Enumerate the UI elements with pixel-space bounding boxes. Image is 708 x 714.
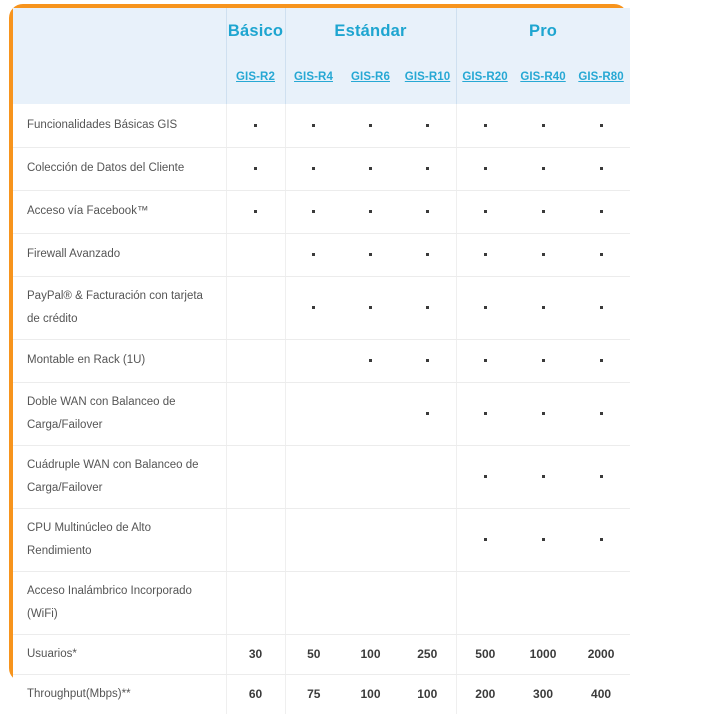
model-header-gis-r80 [572,54,630,98]
bullet-dot-icon [484,210,487,213]
model-header-gis-r6 [342,54,399,98]
feature-included-cell [226,104,285,147]
model-header-row [13,54,630,98]
bullet-dot-icon [312,210,315,213]
bullet-dot-icon [426,210,429,213]
bullet-dot-icon [542,124,545,127]
bullet-dot-icon [484,412,487,415]
bullet-dot-icon [254,124,257,127]
bullet-dot-icon [312,124,315,127]
value-text: 100 [360,647,381,661]
bullet-dot-icon [484,124,487,127]
feature-included-cell [514,508,572,571]
feature-included-cell [399,382,456,445]
feature-included-cell [285,104,342,147]
value-cell [456,634,514,674]
bullet-dot-icon [484,359,487,362]
feature-excluded-cell [285,382,342,445]
tier-label-estandar: Estándar [334,21,407,40]
value-cell [226,634,285,674]
feature-included-cell [342,276,399,339]
feature-label: Doble WAN con Balanceo de Carga/Failover [13,382,226,445]
comparison-table-card [9,4,628,702]
model-link-gis-r6[interactable]: GIS-R6 [351,71,390,83]
value-cell [572,634,630,674]
bullet-dot-icon [426,124,429,127]
feature-excluded-cell [514,571,572,634]
model-header-gis-r40 [514,54,572,98]
bullet-dot-icon [600,167,603,170]
tier-header-blank [13,8,226,54]
feature-included-cell [285,190,342,233]
feature-included-cell [572,276,630,339]
bullet-dot-icon [312,253,315,256]
feature-included-cell [342,147,399,190]
bullet-dot-icon [600,538,603,541]
bullet-dot-icon [426,167,429,170]
feature-excluded-cell [399,508,456,571]
bullet-dot-icon [426,253,429,256]
feature-excluded-cell [342,382,399,445]
feature-included-cell [399,104,456,147]
table-row [13,233,630,276]
bullet-dot-icon [426,412,429,415]
feature-label: Colección de Datos del Cliente [13,147,226,190]
feature-label: CPU Multinúcleo de Alto Rendimiento [13,508,226,571]
feature-included-cell [572,445,630,508]
feature-excluded-cell [285,339,342,382]
feature-included-cell [399,190,456,233]
feature-excluded-cell [399,445,456,508]
bullet-dot-icon [484,253,487,256]
value-text: 50 [307,647,321,661]
bullet-dot-icon [484,306,487,309]
feature-excluded-cell [226,571,285,634]
value-cell [572,674,630,714]
feature-included-cell [399,339,456,382]
table-row [13,104,630,147]
value-text: 100 [360,687,381,702]
feature-excluded-cell [226,233,285,276]
value-text: 60 [248,687,263,702]
feature-excluded-cell [572,571,630,634]
feature-excluded-cell [285,571,342,634]
feature-included-cell [514,382,572,445]
feature-excluded-cell [226,382,285,445]
tier-label-pro: Pro [528,21,558,40]
feature-included-cell [572,147,630,190]
model-link-gis-r40[interactable]: GIS-R40 [520,71,566,83]
feature-included-cell [572,382,630,445]
feature-included-cell [456,104,514,147]
bullet-dot-icon [600,210,603,213]
bullet-dot-icon [600,359,603,362]
model-link-gis-r80[interactable]: GIS-R80 [578,71,624,83]
bullet-dot-icon [600,306,603,309]
feature-label: Acceso vía Facebook™ [13,190,226,233]
feature-label: Funcionalidades Básicas GIS [13,104,226,147]
bullet-dot-icon [542,253,545,256]
feature-included-cell [514,190,572,233]
feature-included-cell [226,190,285,233]
bullet-dot-icon [369,306,372,309]
feature-included-cell [456,147,514,190]
bullet-dot-icon [369,124,372,127]
value-text: 250 [417,647,438,661]
feature-included-cell [226,147,285,190]
feature-excluded-cell [456,571,514,634]
feature-label: Usuarios* [13,634,226,674]
value-text: 75 [307,687,321,702]
bullet-dot-icon [542,475,545,478]
feature-included-cell [342,233,399,276]
value-cell [399,634,456,674]
feature-included-cell [514,147,572,190]
table-header [13,8,630,104]
bullet-dot-icon [542,167,545,170]
table-body [13,104,630,714]
bullet-dot-icon [600,253,603,256]
bullet-dot-icon [600,124,603,127]
table-row [13,571,630,634]
value-cell [285,634,342,674]
bullet-dot-icon [542,538,545,541]
feature-excluded-cell [285,508,342,571]
bullet-dot-icon [369,253,372,256]
feature-included-cell [456,339,514,382]
feature-label: PayPal® & Facturación con tarjeta de crédito [13,276,226,339]
bullet-dot-icon [542,306,545,309]
bullet-dot-icon [254,167,257,170]
feature-included-cell [456,382,514,445]
model-header-gis-r20 [456,54,514,98]
model-header-gis-r4 [285,54,342,98]
value-cell [342,634,399,674]
table-row [13,634,630,674]
feature-included-cell [572,339,630,382]
feature-included-cell [399,276,456,339]
table-row [13,190,630,233]
tier-header-pro [456,8,630,54]
model-link-gis-r10[interactable]: GIS-R10 [404,71,451,83]
table-row [13,508,630,571]
table-row [13,445,630,508]
bullet-dot-icon [312,306,315,309]
value-text: 300 [533,687,554,702]
feature-included-cell [399,147,456,190]
feature-included-cell [514,104,572,147]
tier-header-row [13,8,630,54]
feature-included-cell [342,190,399,233]
model-header-gis-r10 [399,54,456,98]
feature-included-cell [456,276,514,339]
feature-label: Throughput(Mbps)** [13,674,226,714]
feature-included-cell [572,104,630,147]
value-cell [399,674,456,714]
value-cell [456,674,514,714]
feature-included-cell [456,233,514,276]
feature-included-cell [285,233,342,276]
bullet-dot-icon [600,475,603,478]
feature-excluded-cell [226,445,285,508]
value-text: 30 [248,647,263,661]
feature-included-cell [342,339,399,382]
value-text: 1000 [529,647,557,661]
tier-header-estandar [285,8,456,54]
feature-excluded-cell [342,445,399,508]
bullet-dot-icon [369,167,372,170]
table-row [13,339,630,382]
value-text: 200 [475,687,496,702]
feature-label: Firewall Avanzado [13,233,226,276]
table-row [13,382,630,445]
feature-included-cell [285,276,342,339]
feature-label: Acceso Inalámbrico Incorporado (WiFi) [13,571,226,634]
bullet-dot-icon [426,359,429,362]
feature-included-cell [514,276,572,339]
feature-excluded-cell [399,571,456,634]
feature-included-cell [456,445,514,508]
bullet-dot-icon [369,210,372,213]
bullet-dot-icon [542,412,545,415]
bullet-dot-icon [484,475,487,478]
feature-included-cell [285,147,342,190]
table-row [13,674,630,714]
feature-included-cell [572,190,630,233]
model-link-gis-r2[interactable]: GIS-R2 [236,71,275,83]
product-comparison-table [13,8,630,714]
feature-included-cell [456,190,514,233]
value-text: 100 [417,687,438,702]
feature-excluded-cell [226,339,285,382]
bullet-dot-icon [542,210,545,213]
feature-included-cell [456,508,514,571]
value-cell [285,674,342,714]
feature-included-cell [572,233,630,276]
value-text: 500 [475,647,496,661]
feature-included-cell [572,508,630,571]
feature-included-cell [399,233,456,276]
feature-included-cell [514,445,572,508]
feature-label: Cuádruple WAN con Balanceo de Carga/Failover [13,445,226,508]
value-cell [514,674,572,714]
table-row [13,276,630,339]
bullet-dot-icon [484,167,487,170]
table-row [13,147,630,190]
bullet-dot-icon [426,306,429,309]
model-header-blank [13,54,226,98]
feature-included-cell [342,104,399,147]
value-cell [342,674,399,714]
bullet-dot-icon [484,538,487,541]
feature-label: Montable en Rack (1U) [13,339,226,382]
value-text: 2000 [587,647,615,661]
feature-excluded-cell [226,276,285,339]
tier-header-basico [226,8,285,54]
model-link-gis-r20[interactable]: GIS-R20 [462,71,508,83]
feature-excluded-cell [226,508,285,571]
bullet-dot-icon [600,412,603,415]
feature-included-cell [514,233,572,276]
value-cell [514,634,572,674]
feature-excluded-cell [342,571,399,634]
feature-included-cell [514,339,572,382]
model-header-gis-r2 [226,54,285,98]
bullet-dot-icon [369,359,372,362]
bullet-dot-icon [254,210,257,213]
value-cell [226,674,285,714]
bullet-dot-icon [312,167,315,170]
feature-excluded-cell [342,508,399,571]
value-text: 400 [591,687,612,702]
tier-label-basico: Básico [227,21,284,40]
model-link-gis-r4[interactable]: GIS-R4 [294,71,333,83]
feature-excluded-cell [285,445,342,508]
bullet-dot-icon [542,359,545,362]
